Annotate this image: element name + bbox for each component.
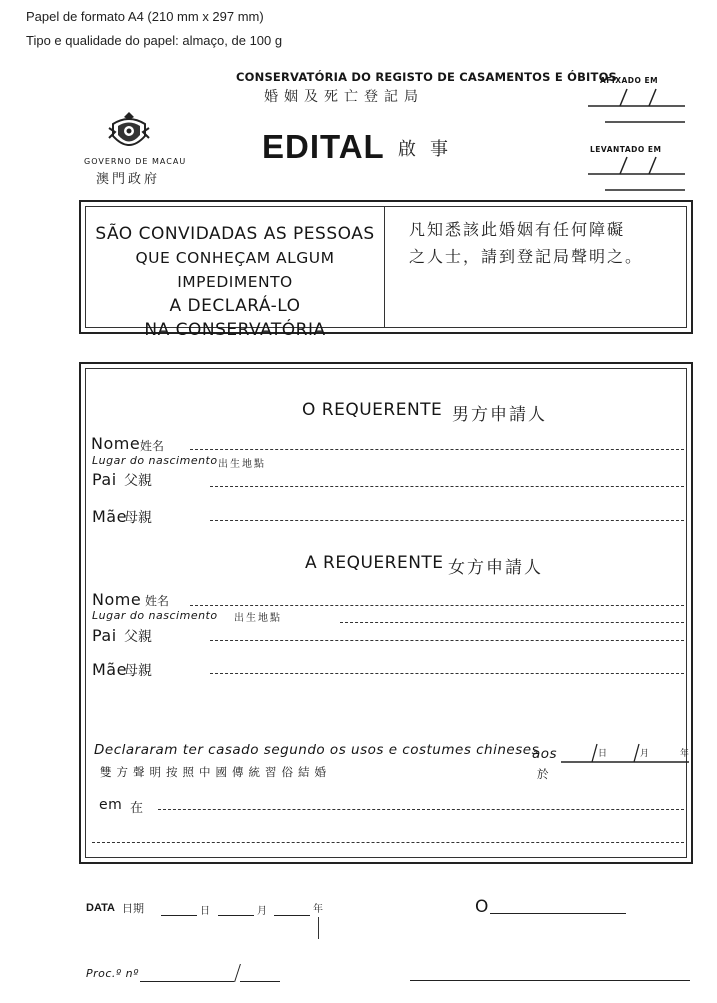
em-label-zh: 在 (130, 801, 144, 816)
data-month-field[interactable] (218, 915, 254, 916)
requerente-m-title-zh: 男方申請人 (452, 405, 547, 425)
m-nome-field[interactable] (190, 449, 684, 450)
notice-box (79, 200, 693, 340)
notice-line-4: NA CONSERVATÓRIA (144, 320, 326, 340)
m-lugar-label-zh: 出生地點 (218, 459, 266, 470)
levantado-date-lines (585, 154, 689, 194)
afixado-label: AFIXADO EM (600, 76, 659, 85)
proc-year-field[interactable] (240, 981, 280, 982)
proc-label: Proc.º nº (86, 967, 139, 980)
f-lugar-label-zh: 出生地點 (234, 613, 282, 624)
paper-format-line: Papel de formato A4 (210 mm x 297 mm) (26, 9, 264, 24)
edital-title: EDITAL (262, 128, 385, 165)
data-day-label: 日 (200, 906, 210, 917)
em-label: em (99, 797, 123, 813)
data-year-field[interactable] (274, 915, 310, 916)
edital-title-zh: 啟事 (398, 139, 462, 160)
declararam-label-zh: 雙方聲明按照中國傳統習俗結婚 (100, 765, 331, 779)
signature-o-label: O (475, 897, 489, 917)
declaration-month-label: 月 (640, 749, 650, 759)
m-pai-field[interactable] (210, 486, 684, 487)
governo-label: GOVERNO DE MACAU (84, 157, 187, 166)
m-mae-label-zh: 母親 (124, 510, 152, 526)
signature-field[interactable] (490, 913, 626, 914)
aos-label-zh: 於 (537, 767, 549, 781)
m-nome-label-zh: 姓名 (140, 439, 165, 453)
f-lugar-field[interactable] (340, 622, 684, 623)
proc-number-field[interactable] (140, 981, 234, 982)
f-nome-label: Nome (92, 590, 142, 609)
m-mae-field[interactable] (210, 520, 684, 521)
data-tick-mark (318, 917, 319, 939)
f-mae-field[interactable] (210, 673, 684, 674)
proc-slash (234, 964, 241, 982)
data-label-zh: 日期 (122, 902, 144, 915)
m-nome-label: Nome (91, 434, 141, 453)
declaration-date-lines[interactable] (559, 738, 691, 766)
m-pai-label-zh: 父親 (124, 473, 152, 489)
f-nome-label-zh: 姓名 (145, 594, 170, 608)
levantado-label: LEVANTADO EM (590, 145, 662, 154)
requerente-f-title: A REQUERENTE (305, 553, 444, 573)
requerente-f-title-zh: 女方申請人 (448, 558, 543, 578)
declaration-year-label: 年 (680, 749, 690, 759)
em-field[interactable] (158, 809, 684, 810)
conservatoria-title: CONSERVATÓRIA DO REGISTO DE CASAMENTOS E ÓBITOS (236, 70, 618, 84)
paper-quality-line: Tipo e qualidade do papel: almaço, de 100 g (26, 33, 283, 48)
notice-zh-line-2: 之人士，請到登記局聲明之。 (409, 247, 644, 266)
requerente-m-title: O REQUERENTE (302, 400, 443, 420)
macau-emblem-icon (107, 110, 151, 154)
f-pai-field[interactable] (210, 640, 684, 641)
notice-zh-line-1: 凡知悉該此婚姻有任何障礙 (409, 220, 626, 239)
f-nome-field[interactable] (190, 605, 684, 606)
notice-line-1: SÃO CONVIDADAS AS PESSOAS (95, 224, 375, 244)
m-lugar-label: Lugar do nascimento (92, 454, 218, 467)
notice-line-3: A DECLARÁ-LO (169, 296, 301, 316)
m-mae-label: Mãe (92, 507, 127, 526)
afixado-date-lines (585, 86, 689, 126)
proc-signature-field[interactable] (410, 980, 690, 981)
m-pai-label: Pai (92, 470, 117, 489)
data-label: DATA (86, 902, 115, 914)
data-month-label: 月 (257, 906, 267, 917)
f-mae-label-zh: 母親 (124, 663, 152, 679)
notice-text-pt (85, 222, 385, 342)
em-field-2[interactable] (92, 842, 684, 843)
f-lugar-label: Lugar do nascimento (92, 609, 218, 622)
data-year-label: 年 (313, 904, 323, 915)
governo-label-zh: 澳門政府 (96, 172, 161, 187)
aos-label: aos (532, 746, 558, 762)
f-pai-label: Pai (92, 626, 117, 645)
f-mae-label: Mãe (92, 660, 127, 679)
data-day-field[interactable] (161, 915, 197, 916)
conservatoria-title-zh: 婚姻及死亡登記局 (264, 89, 424, 105)
notice-text-zh (409, 216, 643, 270)
declararam-label: Declararam ter casado segundo os usos e costumes chineses (94, 742, 540, 758)
declaration-day-label: 日 (598, 749, 608, 759)
notice-line-2: QUE CONHEÇAM ALGUM IMPEDIMENTO (135, 249, 335, 291)
f-pai-label-zh: 父親 (124, 629, 152, 645)
